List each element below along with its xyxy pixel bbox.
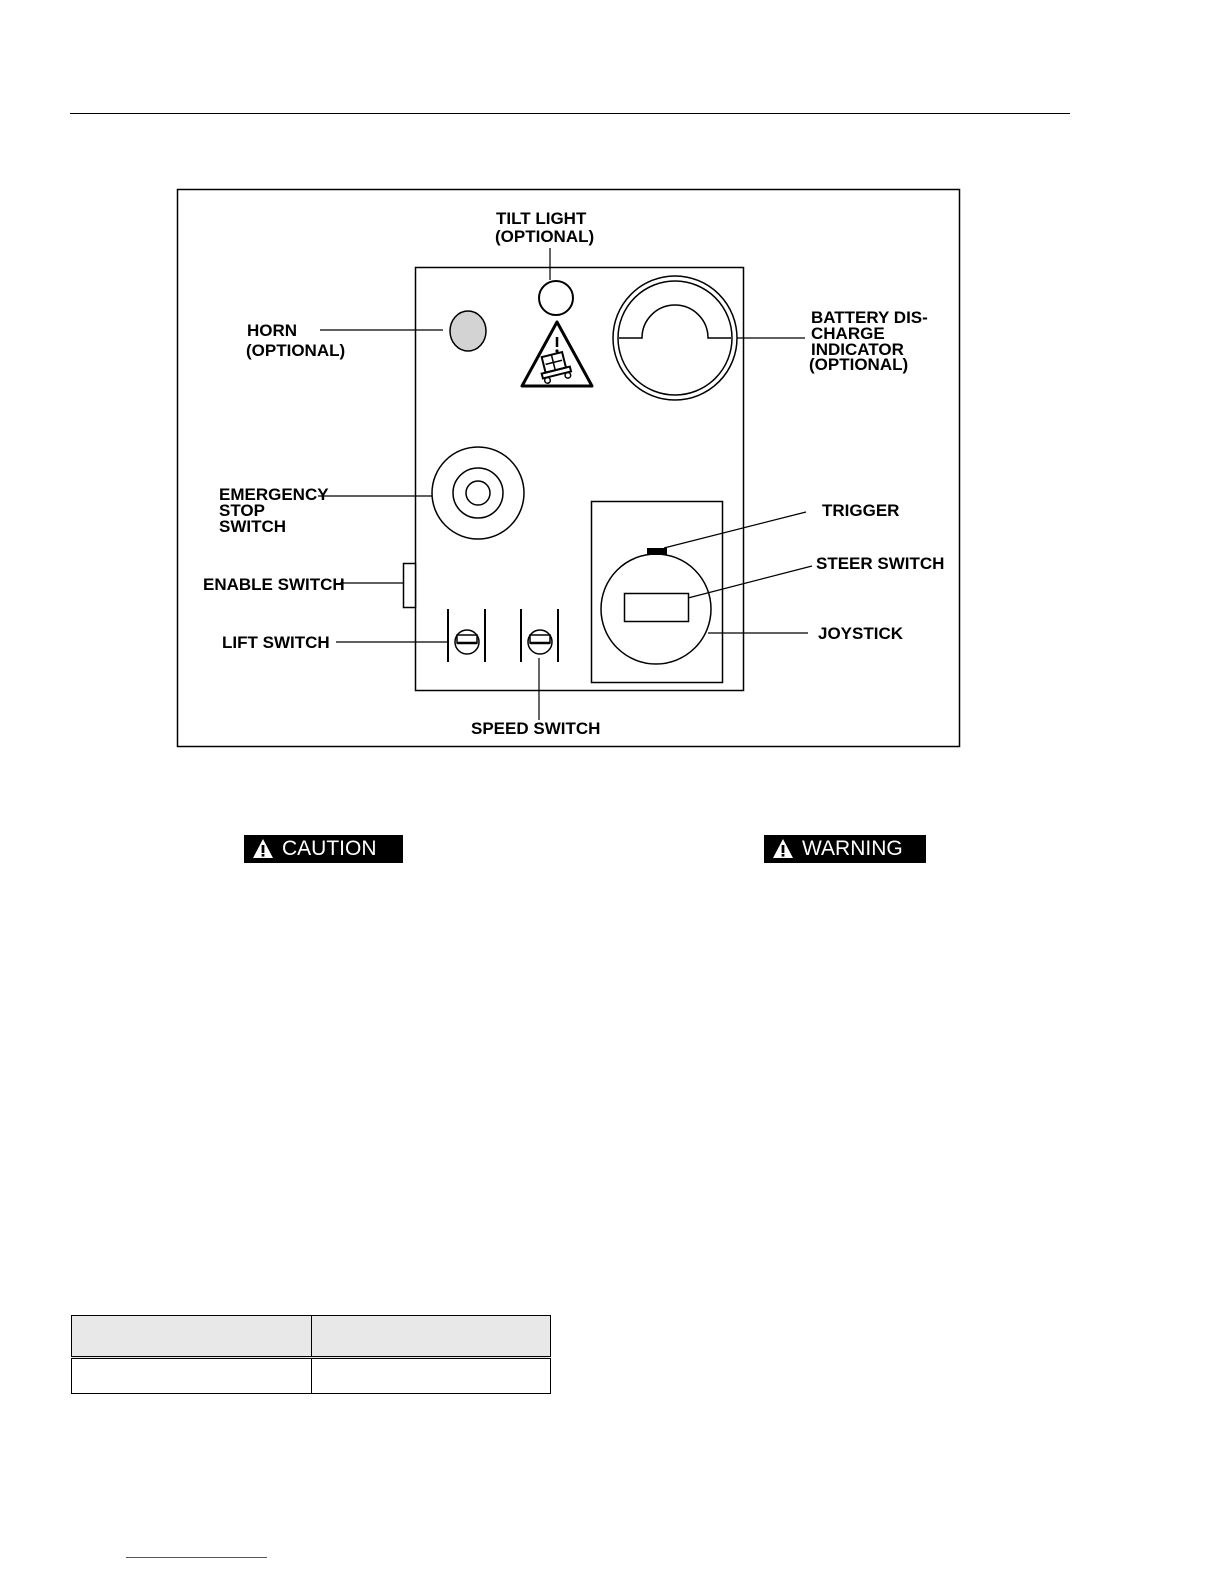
warning-label: WARNING	[802, 837, 903, 860]
horn-button	[450, 311, 486, 351]
label-speed-switch: SPEED SWITCH	[471, 719, 601, 738]
label-estop-1: EMERGENCY	[219, 485, 329, 504]
label-horn: HORN	[247, 321, 298, 340]
spec-table	[71, 1315, 551, 1394]
battery-discharge-indicator	[613, 276, 737, 400]
trigger	[647, 548, 667, 555]
label-enable-switch: ENABLE SWITCH	[203, 575, 345, 594]
label-estop-3: SWITCH	[219, 517, 287, 536]
table-cell	[312, 1358, 551, 1394]
caution-label: CAUTION	[282, 837, 377, 860]
caution-warning-triangle-icon	[252, 838, 274, 859]
label-horn-optional: (OPTIONAL)	[246, 341, 346, 360]
table-header-row	[72, 1316, 551, 1358]
tilt-warning-icon	[522, 322, 592, 386]
footer-link-underline[interactable]	[126, 1557, 267, 1558]
table-header-cell	[72, 1316, 312, 1358]
table-cell	[72, 1358, 312, 1394]
label-tilt-light: TILT LIGHT	[496, 209, 587, 228]
label-joystick: JOYSTICK	[818, 624, 904, 643]
emergency-stop-switch	[432, 447, 524, 539]
table-header-cell	[312, 1316, 551, 1358]
label-estop-2: STOP	[219, 501, 265, 520]
caution-callout	[244, 835, 403, 863]
label-battery-3: INDICATOR	[811, 340, 904, 359]
warning-callout	[764, 835, 926, 863]
lift-switch	[448, 609, 485, 662]
enable-switch	[404, 564, 416, 608]
label-lift-switch: LIFT SWITCH	[222, 633, 330, 652]
label-battery-4: (OPTIONAL)	[809, 355, 909, 374]
warning-triangle-icon	[772, 838, 794, 859]
tilt-light	[539, 281, 573, 315]
label-trigger: TRIGGER	[822, 501, 900, 520]
speed-switch	[521, 609, 558, 662]
label-battery-2: CHARGE	[811, 324, 885, 343]
table-row	[72, 1358, 551, 1394]
joystick	[601, 554, 711, 664]
label-steer-switch: STEER SWITCH	[816, 554, 945, 573]
joystick-housing	[592, 502, 723, 683]
figure-frame	[178, 190, 960, 747]
label-battery-1: BATTERY DIS-	[811, 308, 928, 327]
steer-switch	[625, 594, 689, 622]
label-tilt-light-optional: (OPTIONAL)	[495, 227, 595, 246]
